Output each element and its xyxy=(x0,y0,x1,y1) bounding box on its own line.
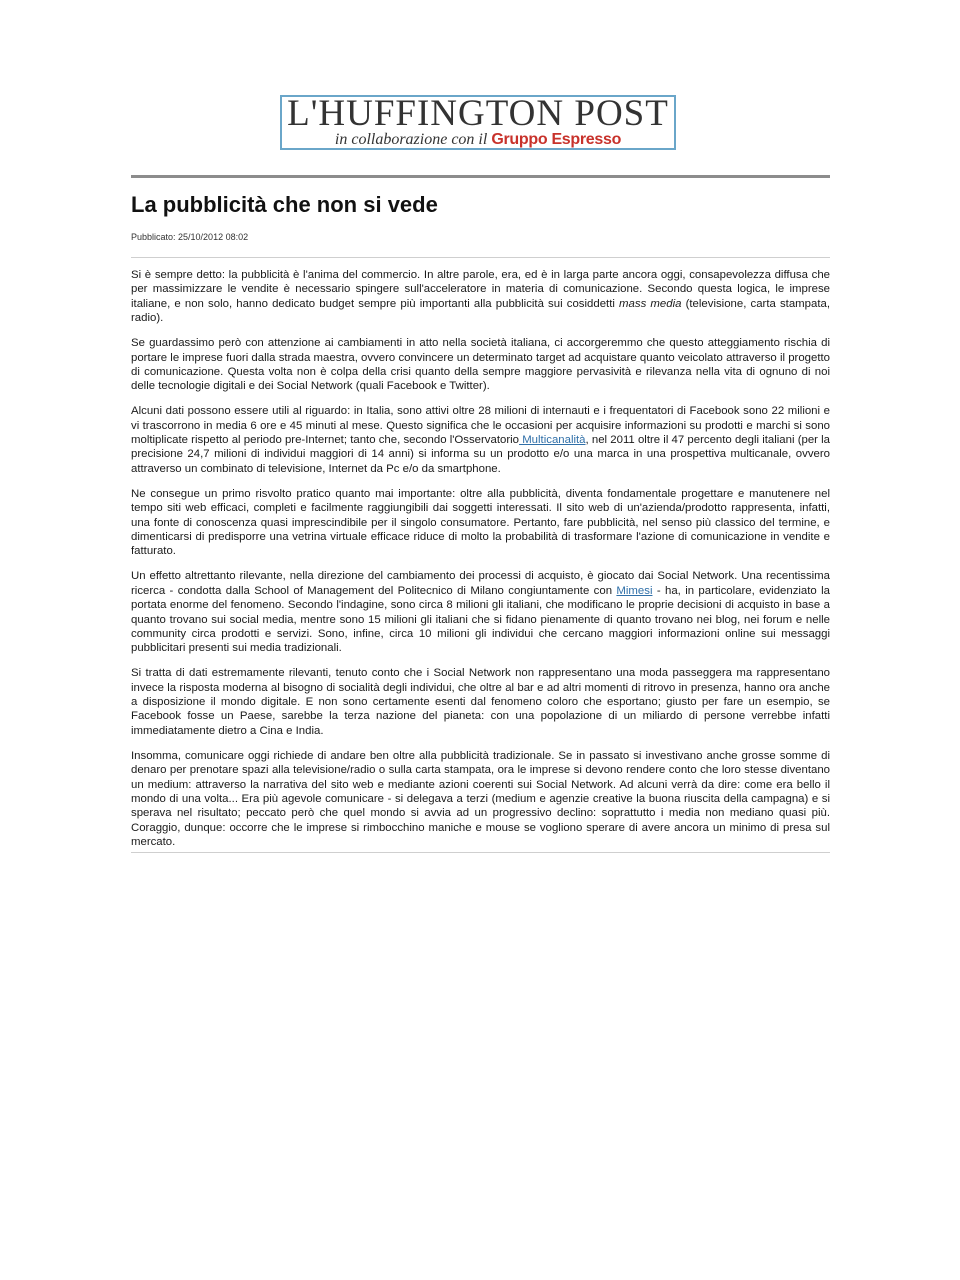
paragraph-5 xyxy=(131,569,830,655)
paragraph-1 xyxy=(131,268,830,326)
logo-title: L'HUFFINGTON POST xyxy=(287,93,669,134)
paragraph-4: Ne consegue un primo risvolto pratico quanto mai importante: oltre alla pubblicità, diventa fondamentale progettare e manutenere nel tempo siti web efficaci, completi e facilmente raggiungibili dai soggetti interessati. Il sito web di un'azienda/prodotto rappresenta, infatti, una fonte di conoscenza quasi imprescindibile per il singolo consumatore. Pertanto, fare pubblicità, nel senso più classico del termine, e dimenticarsi di predisporre una vetrina virtuale efficace riduce di molto la probabilità di trasformare l'azione di comunicazione in vendite e fatturato. xyxy=(131,487,830,558)
multicanalita-link[interactable]: Multicanalità xyxy=(519,434,586,447)
paragraph-1-text: Si è sempre detto: la pubblicità è l'anima del commercio. In altre parole, era, ed è in larga parte ancora oggi, consapevolezza diffusa che per massimizzare le vendite è necessario spingere sull'acceleratore in materia di comunicazione. Secondo questa logica, le imprese italiane, e non solo, hanno dedicato budget sempre più importanti alla pubblicità sui cosiddetti xyxy=(131,269,830,310)
paragraph-3-text: Alcuni dati possono essere utili al riguardo: in Italia, sono attivi oltre 28 milioni di internauti e i frequentatori di Facebook sono 22 milioni e vi trascorrono in media 6 ore e 45 minuti al mese. Questo significa che le occasioni per acquisire informazioni su prodotti e marchi si sono moltiplicate rispetto al periodo pre-Internet; tanto che, secondo l'Osservatorio xyxy=(131,405,830,447)
masthead-logo xyxy=(280,95,676,150)
logo-subtitle xyxy=(282,131,674,149)
article-end-divider xyxy=(131,852,830,853)
publish-date: Pubblicato: 25/10/2012 08:02 xyxy=(131,232,249,242)
paragraph-7: Insomma, comunicare oggi richiede di andare ben oltre alla pubblicità tradizionale. Se in passato si investivano anche grosse somme di denaro per prenotare spazi alla televisione/radio o sulla carta stampata, ora le imprese si devono rendere conto che loro stesse diventano un medium: attraverso la narrativa del sito web e mediante azioni coerenti sui Social Network. Ad alcuni verrà da dire: come era bello il mondo di una volta... Era più agevole comunicare - si delegava a terzi (medium e agenzie creative la buona riuscita della campagna) e si sperava nel risultato; peccato però che quel mondo si avvia ad un progressivo declino: soprattutto i media non mediano quasi più. Coraggio, dunque: occorre che le imprese si rimbocchino maniche e mouse se vogliono sperare di avere ancora un minimo di presa sul mercato. xyxy=(131,749,830,849)
logo-group-name: Gruppo Espresso xyxy=(491,131,622,148)
paragraph-3-text-end: , nel 2011 oltre il 47 percento degli italiani (per la precisione 24,7 milioni di individui maggiori di 14 anni) si informa su un prodotto e/o una marca in una prospettiva multicanale, ovvero attraverso un combinato di televisione, Internet da Pc e/o da smartphone. xyxy=(131,434,831,475)
paragraph-5-text-end: - ha, in particolare, evidenziato la portata enorme del fenomeno. Secondo l'indagine, sono circa 8 milioni gli italiani, che modificano le proprie decisioni di acquisto in base a quanto trovano sui social media, mentre sono 15 milioni gli italiani che si fidano pienamente di quanto trovano nei blog, nei forum e nelle community circa prodotti e servizi. Sono, infine, circa 10 milioni gli individui che cercano maggiori informazioni online sui messaggi pubblicitari presenti sui media tradizionali. xyxy=(131,584,830,655)
paragraph-5-text: Un effetto altrettanto rilevante, nella direzione del cambiamento dei processi di acquisto, è giocato dai Social Network. Una recentissima ricerca - condotta dalla School of Management del Politecnico di Milano congiuntamente con xyxy=(131,570,830,597)
paragraph-6: Si tratta di dati estremamente rilevanti, tenuto conto che i Social Network non rappresentano una moda passeggera ma rappresentano invece la risposta moderna al bisogno di socialità degli individui, che oltre al bar e ad altri momenti di ritrovo in presenza, hanno ora anche a disposizione il mondo digitale. E non sono certamente esenti dal fenomeno coloro che esportano; giusto per fare un esempio, se Facebook fosse un Paese, sarebbe la terza nazione del pianeta: con una popolazione di un miliardo di persone verrebbe infatti immediatamente dietro a Cina e India. xyxy=(131,667,830,737)
header-divider xyxy=(131,175,830,178)
mimesi-link[interactable]: Mimesi xyxy=(616,584,653,597)
paragraph-1-emphasis: mass media xyxy=(619,297,682,310)
paragraph-3 xyxy=(131,404,830,476)
article-title: La pubblicità che non si vede xyxy=(131,192,438,217)
paragraph-2: Se guardassimo però con attenzione ai cambiamenti in atto nella società italiana, ci accorgeremmo che questo atteggiamento rischia di portare le imprese fuori dalla strada maestra, ovvero convincere un determinato target ad acquistare quanto veicolato attraverso il progetto di comunicazione. Questa volta non è colpa della crisi quanto della sempre maggiore pervasività e rilevanza nella vita di ognuno di noi delle tecnologie digitali e dei Social Network (quali Facebook e Twitter). xyxy=(131,337,830,393)
article-body xyxy=(131,268,830,853)
paragraph-1-text-end: (televisione, carta stampata, radio). xyxy=(131,297,830,325)
meta-divider xyxy=(131,257,830,258)
logo-subtitle-prefix: in collaborazione con il xyxy=(334,131,492,148)
